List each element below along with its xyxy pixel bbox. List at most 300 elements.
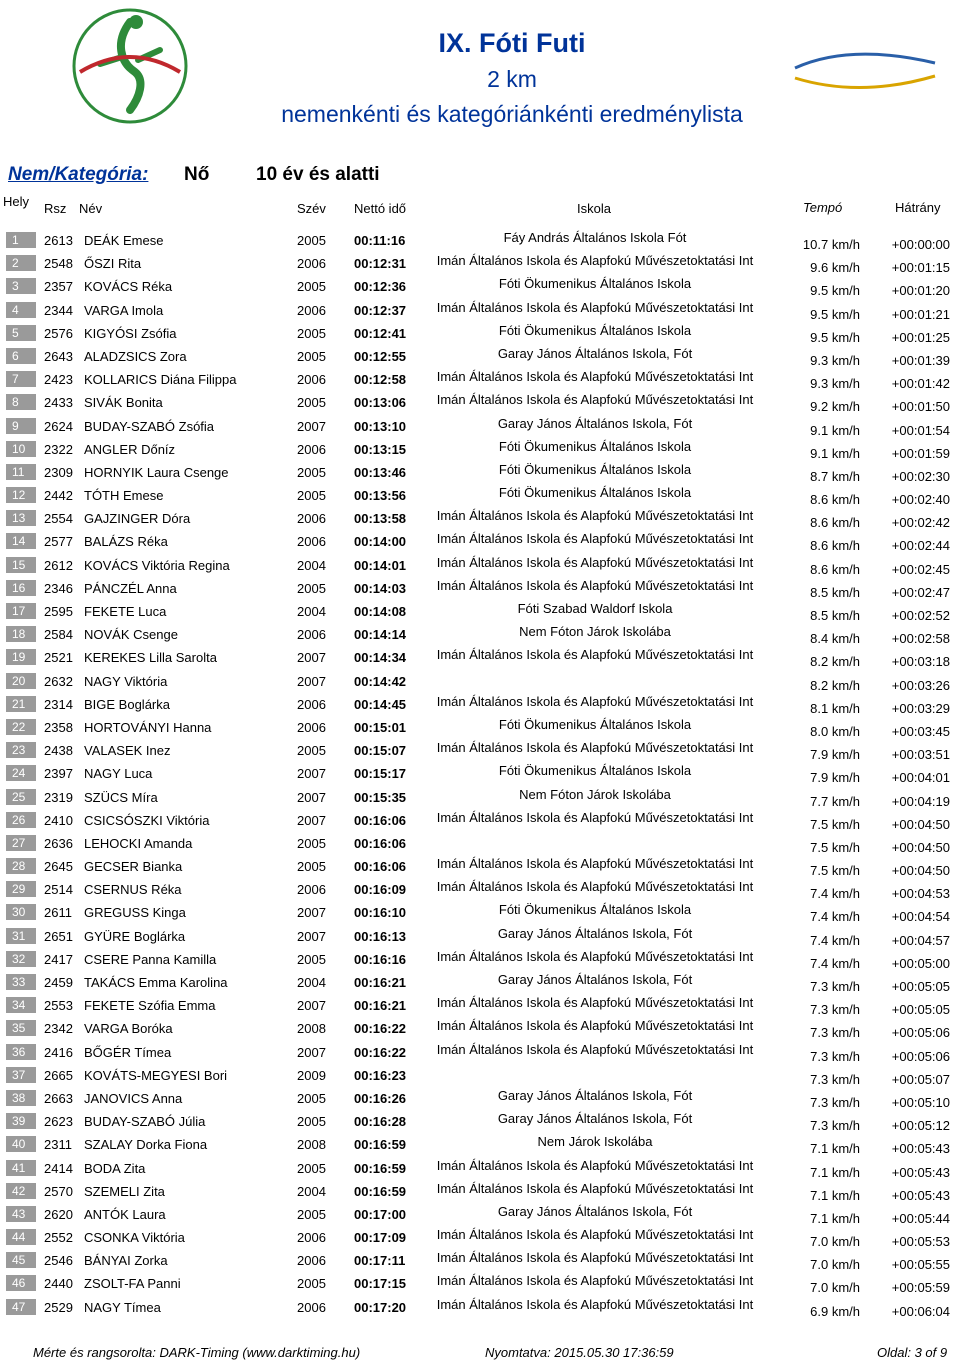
- rank-cell: 3: [6, 278, 36, 294]
- birth-year-cell: 2005: [297, 743, 326, 759]
- rank-cell: 34: [6, 997, 36, 1013]
- school-cell: Fóti Ökumenikus Általános Iskola: [498, 276, 692, 292]
- rank-cell: 41: [6, 1160, 36, 1176]
- table-row: [0, 1042, 960, 1065]
- rank-cell: 32: [6, 951, 36, 967]
- behind-cell: +00:01:54: [891, 422, 950, 438]
- net-time-cell: 00:16:21: [354, 975, 407, 990]
- net-time-cell: 00:14:08: [354, 604, 407, 619]
- table-row: [0, 1065, 960, 1088]
- table-row: [0, 462, 960, 485]
- birth-year-cell: 2007: [297, 998, 326, 1014]
- rank-cell: 35: [6, 1020, 36, 1036]
- name-cell: SIVÁK Bonita: [84, 395, 163, 411]
- pace-cell: 9.1 km/h: [810, 422, 860, 438]
- rank-cell: 33: [6, 974, 36, 990]
- rank-cell: 8: [6, 394, 36, 410]
- behind-cell: +00:01:25: [891, 329, 950, 345]
- bib-cell: 2620: [44, 1206, 73, 1222]
- birth-year-cell: 2007: [297, 812, 326, 828]
- behind-cell: +00:02:45: [891, 561, 950, 577]
- table-row: [0, 578, 960, 601]
- col-behind: Hátrány: [895, 200, 941, 215]
- pace-cell: 7.3 km/h: [810, 1048, 860, 1064]
- behind-cell: +00:05:55: [891, 1257, 950, 1273]
- name-cell: GECSER Bianka: [84, 859, 183, 875]
- table-row: [0, 1181, 960, 1204]
- bib-cell: 2357: [44, 279, 73, 295]
- table-row: [0, 392, 960, 415]
- net-time-cell: 00:15:35: [354, 789, 407, 805]
- rank-cell: 42: [6, 1183, 36, 1199]
- bib-cell: 2632: [44, 673, 73, 689]
- pace-cell: 9.3 km/h: [810, 352, 860, 368]
- rank-cell: 18: [6, 626, 36, 642]
- bib-cell: 2322: [44, 441, 73, 457]
- behind-cell: +00:05:05: [891, 979, 950, 994]
- bib-cell: 2643: [44, 348, 73, 364]
- name-cell: KOVÁTS-MEGYESI Bori: [84, 1067, 228, 1083]
- behind-cell: +00:04:54: [891, 909, 950, 925]
- school-cell: Imán Általános Iskola és Alapfokú Művészetoktatási Int: [436, 1018, 754, 1034]
- bib-cell: 2645: [44, 859, 73, 875]
- name-cell: NOVÁK Csenge: [84, 627, 178, 643]
- birth-year-cell: 2006: [297, 719, 326, 735]
- table-row: [0, 253, 960, 276]
- rank-cell: 9: [6, 418, 36, 434]
- event-title: IX. Fóti Futi: [438, 28, 586, 58]
- birth-year-cell: 2007: [297, 789, 326, 805]
- col-name: Név: [79, 201, 103, 216]
- table-row: [0, 439, 960, 462]
- pace-cell: 9.5 km/h: [810, 306, 860, 322]
- net-time-cell: 00:15:07: [354, 743, 407, 759]
- birth-year-cell: 2009: [297, 1067, 326, 1083]
- pace-cell: 7.1 km/h: [810, 1164, 860, 1180]
- bib-cell: 2529: [44, 1299, 73, 1315]
- birth-year-cell: 2008: [297, 1137, 326, 1153]
- behind-cell: +00:05:59: [891, 1280, 950, 1296]
- pace-cell: 7.3 km/h: [810, 1094, 860, 1110]
- birth-year-cell: 2006: [297, 256, 326, 272]
- pace-cell: 9.3 km/h: [810, 376, 860, 392]
- rank-cell: 36: [6, 1044, 36, 1060]
- birth-year-cell: 2007: [297, 650, 326, 666]
- pace-cell: 7.5 km/h: [810, 839, 860, 855]
- behind-cell: +00:04:50: [891, 863, 950, 879]
- name-cell: FEKETE Luca: [84, 604, 167, 619]
- name-cell: ŐSZI Rita: [84, 256, 142, 272]
- bib-cell: 2663: [44, 1090, 73, 1106]
- birth-year-cell: 2006: [297, 511, 326, 527]
- birth-year-cell: 2006: [297, 1253, 326, 1269]
- behind-cell: +00:02:40: [891, 492, 950, 508]
- name-cell: SZEMELI Zita: [84, 1183, 165, 1199]
- rank-cell: 20: [6, 673, 36, 689]
- pace-cell: 8.4 km/h: [810, 631, 860, 647]
- name-cell: SZALAY Dorka Fiona: [84, 1137, 208, 1153]
- net-time-cell: 00:16:59: [354, 1137, 407, 1153]
- behind-cell: +00:04:57: [891, 932, 950, 948]
- bib-cell: 2410: [44, 812, 73, 828]
- bib-cell: 2576: [44, 325, 73, 341]
- rank-cell: 24: [6, 765, 36, 781]
- bib-cell: 2570: [44, 1183, 73, 1199]
- rank-cell: 44: [6, 1229, 36, 1245]
- pace-cell: 7.7 km/h: [810, 793, 860, 809]
- school-cell: Fóti Ökumenikus Általános Iskola: [498, 322, 692, 338]
- table-row: [0, 1204, 960, 1227]
- bib-cell: 2595: [44, 604, 73, 619]
- behind-cell: +00:05:53: [891, 1234, 950, 1250]
- behind-cell: +00:03:18: [891, 654, 950, 670]
- table-row: [0, 1134, 960, 1157]
- table-row: [0, 926, 960, 949]
- table-row: [0, 694, 960, 717]
- net-time-cell: 00:13:46: [354, 464, 407, 480]
- behind-cell: +00:05:00: [891, 955, 950, 971]
- behind-cell: +00:02:58: [891, 631, 950, 647]
- birth-year-cell: 2005: [297, 1114, 326, 1130]
- name-cell: VARGA Imola: [84, 302, 164, 318]
- rank-cell: 39: [6, 1113, 36, 1129]
- school-cell: Garay János Általános Iskola, Fót: [497, 345, 693, 361]
- pace-cell: 6.9 km/h: [810, 1303, 860, 1319]
- bib-cell: 2651: [44, 928, 73, 944]
- net-time-cell: 00:16:26: [354, 1090, 407, 1106]
- school-cell: Imán Általános Iskola és Alapfokú Művészetoktatási Int: [436, 554, 754, 570]
- table-row: [0, 624, 960, 647]
- pace-cell: 9.5 km/h: [810, 283, 860, 299]
- net-time-cell: 00:16:22: [354, 1044, 407, 1060]
- net-time-cell: 00:16:06: [354, 835, 407, 851]
- bib-cell: 2342: [44, 1021, 73, 1037]
- table-header: [0, 194, 960, 222]
- school-cell: Imán Általános Iskola és Alapfokú Művészetoktatási Int: [436, 577, 754, 593]
- pace-cell: 8.5 km/h: [810, 584, 860, 600]
- bib-cell: 2548: [44, 256, 73, 272]
- net-time-cell: 00:16:23: [354, 1067, 407, 1083]
- name-cell: CSERE Panna Kamilla: [84, 951, 217, 967]
- net-time-cell: 00:15:01: [354, 719, 407, 735]
- rank-cell: 29: [6, 881, 36, 897]
- category-label: Nem/Kategória:: [8, 164, 149, 185]
- table-row: [0, 1297, 960, 1320]
- table-row: [0, 972, 960, 995]
- pace-cell: 8.2 km/h: [810, 677, 860, 693]
- birth-year-cell: 2005: [297, 279, 326, 295]
- pace-cell: 7.4 km/h: [810, 886, 860, 902]
- net-time-cell: 00:16:22: [354, 1021, 407, 1037]
- birth-year-cell: 2006: [297, 534, 326, 550]
- school-cell: Garay János Általános Iskola, Fót: [497, 972, 693, 987]
- rank-cell: 38: [6, 1090, 36, 1106]
- birth-year-cell: 2008: [297, 1021, 326, 1037]
- school-cell: Fóti Ökumenikus Általános Iskola: [498, 902, 692, 918]
- behind-cell: +00:02:52: [891, 608, 950, 623]
- net-time-cell: 00:16:10: [354, 905, 407, 921]
- name-cell: DEÁK Emese: [84, 233, 164, 248]
- net-time-cell: 00:11:16: [354, 233, 406, 248]
- behind-cell: +00:02:44: [891, 538, 950, 554]
- pace-cell: 8.5 km/h: [810, 608, 860, 623]
- table-row: [0, 647, 960, 670]
- name-cell: GYÜRE Boglárka: [84, 928, 186, 944]
- birth-year-cell: 2005: [297, 1160, 326, 1176]
- birth-year-cell: 2005: [297, 951, 326, 967]
- name-cell: KOLLARICS Diána Filippa: [84, 372, 237, 388]
- col-net-time: Nettó idő: [354, 201, 407, 216]
- pace-cell: 8.6 km/h: [810, 492, 860, 508]
- behind-cell: +00:03:26: [891, 677, 950, 693]
- table-row: [0, 1227, 960, 1250]
- results-table: [0, 230, 960, 1320]
- bib-cell: 2311: [44, 1137, 72, 1153]
- behind-cell: +00:03:29: [891, 700, 950, 716]
- bib-cell: 2442: [44, 488, 73, 504]
- pace-cell: 8.2 km/h: [810, 654, 860, 670]
- name-cell: CSONKA Viktória: [84, 1230, 185, 1246]
- birth-year-cell: 2005: [297, 580, 326, 596]
- birth-year-cell: 2007: [297, 905, 326, 921]
- col-pace: Tempó: [803, 200, 843, 215]
- net-time-cell: 00:16:28: [354, 1114, 407, 1130]
- table-row: [0, 740, 960, 763]
- rank-cell: 11: [6, 464, 36, 480]
- birth-year-cell: 2004: [297, 604, 326, 619]
- rank-cell: 2: [6, 255, 36, 271]
- birth-year-cell: 2005: [297, 835, 326, 851]
- rank-cell: 46: [6, 1275, 36, 1291]
- rank-cell: 6: [6, 348, 36, 364]
- school-cell: Imán Általános Iskola és Alapfokú Művészetoktatási Int: [436, 1296, 754, 1312]
- school-cell: Imán Általános Iskola és Alapfokú Művészetoktatási Int: [436, 531, 754, 547]
- bib-cell: 2423: [44, 372, 73, 388]
- pace-cell: 7.4 km/h: [810, 909, 860, 925]
- net-time-cell: 00:16:16: [354, 951, 407, 967]
- pace-cell: 8.7 km/h: [810, 468, 860, 484]
- bib-cell: 2314: [44, 696, 73, 712]
- net-time-cell: 00:12:58: [354, 372, 407, 388]
- behind-cell: +00:01:39: [891, 352, 950, 368]
- net-time-cell: 00:14:00: [354, 534, 407, 550]
- name-cell: JANOVICS Anna: [84, 1090, 183, 1106]
- pace-cell: 7.3 km/h: [810, 1118, 860, 1134]
- net-time-cell: 00:14:03: [354, 580, 407, 596]
- table-row: [0, 671, 960, 694]
- school-cell: Garay János Általános Iskola, Fót: [497, 1087, 693, 1103]
- col-rank: Hely: [3, 194, 30, 209]
- pace-cell: 7.3 km/h: [810, 1025, 860, 1041]
- school-cell: Imán Általános Iskola és Alapfokú Művészetoktatási Int: [436, 948, 754, 964]
- behind-cell: +00:05:06: [891, 1048, 950, 1064]
- school-cell: Imán Általános Iskola és Alapfokú Művészetoktatási Int: [436, 1273, 754, 1289]
- name-cell: TÓTH Emese: [84, 488, 164, 504]
- rank-cell: 47: [6, 1299, 36, 1315]
- birth-year-cell: 2005: [297, 1090, 326, 1106]
- birth-year-cell: 2005: [297, 348, 326, 364]
- pace-cell: 7.3 km/h: [810, 1002, 860, 1018]
- school-cell: Imán Általános Iskola és Alapfokú Művészetoktatási Int: [436, 1041, 754, 1057]
- school-cell: Fóti Ökumenikus Általános Iskola: [498, 716, 692, 732]
- table-row: [0, 508, 960, 531]
- school-cell: Imán Általános Iskola és Alapfokú Művészetoktatási Int: [436, 369, 754, 385]
- table-row: [0, 995, 960, 1018]
- net-time-cell: 00:16:59: [354, 1183, 407, 1199]
- rank-cell: 40: [6, 1136, 36, 1152]
- name-cell: VALASEK Inez: [84, 743, 171, 759]
- birth-year-cell: 2005: [297, 1206, 326, 1222]
- name-cell: BUDAY-SZABÓ Zsófia: [84, 418, 215, 434]
- pace-cell: 7.4 km/h: [810, 955, 860, 971]
- school-cell: Imán Általános Iskola és Alapfokú Művészetoktatási Int: [436, 693, 754, 709]
- col-school: Iskola: [577, 201, 611, 216]
- rank-cell: 17: [6, 603, 36, 619]
- name-cell: BŐGÉR Tímea: [84, 1044, 172, 1060]
- birth-year-cell: 2006: [297, 441, 326, 457]
- behind-cell: +00:02:42: [891, 515, 950, 531]
- rank-cell: 12: [6, 487, 36, 503]
- birth-year-cell: 2007: [297, 418, 326, 434]
- table-row: [0, 810, 960, 833]
- net-time-cell: 00:16:21: [354, 998, 407, 1014]
- school-cell: Imán Általános Iskola és Alapfokú Művészetoktatási Int: [436, 1180, 754, 1196]
- bib-cell: 2414: [44, 1160, 73, 1176]
- net-time-cell: 00:12:41: [354, 325, 407, 341]
- behind-cell: +00:05:12: [891, 1118, 950, 1134]
- birth-year-cell: 2006: [297, 302, 326, 318]
- rank-cell: 25: [6, 789, 36, 805]
- pace-cell: 7.4 km/h: [810, 932, 860, 948]
- behind-cell: +00:04:50: [891, 839, 950, 855]
- rank-cell: 27: [6, 835, 36, 851]
- pace-cell: 7.0 km/h: [810, 1280, 860, 1296]
- behind-cell: +00:05:43: [891, 1141, 950, 1157]
- school-cell: Imán Általános Iskola és Alapfokú Művészetoktatási Int: [436, 879, 754, 895]
- bib-cell: 2459: [44, 975, 73, 990]
- net-time-cell: 00:12:36: [354, 279, 407, 295]
- rank-cell: 30: [6, 904, 36, 920]
- net-time-cell: 00:14:14: [354, 627, 407, 643]
- bib-cell: 2416: [44, 1044, 73, 1060]
- school-cell: Imán Általános Iskola és Alapfokú Művészetoktatási Int: [436, 995, 754, 1011]
- category-age: 10 év és alatti: [256, 164, 380, 185]
- behind-cell: +00:03:45: [891, 723, 950, 739]
- pace-cell: 10.7 km/h: [802, 237, 860, 252]
- net-time-cell: 00:16:06: [354, 859, 407, 875]
- birth-year-cell: 2004: [297, 975, 326, 990]
- rank-cell: 23: [6, 742, 36, 758]
- name-cell: TAKÁCS Emma Karolina: [84, 975, 228, 990]
- behind-cell: +00:06:04: [891, 1303, 950, 1319]
- rank-cell: 45: [6, 1252, 36, 1268]
- rank-cell: 7: [6, 371, 36, 387]
- pace-cell: 9.6 km/h: [810, 260, 860, 276]
- table-row: [0, 300, 960, 323]
- behind-cell: +00:05:10: [891, 1094, 950, 1110]
- birth-year-cell: 2007: [297, 766, 326, 782]
- net-time-cell: 00:14:01: [354, 557, 407, 573]
- school-cell: Nem Fóton Járok Iskolába: [519, 786, 671, 802]
- table-row: [0, 276, 960, 299]
- birth-year-cell: 2007: [297, 673, 326, 689]
- school-cell: Garay János Általános Iskola, Fót: [497, 1111, 693, 1127]
- birth-year-cell: 2007: [297, 928, 326, 944]
- table-row: [0, 323, 960, 346]
- bib-cell: 2346: [44, 580, 73, 596]
- behind-cell: +00:05:07: [891, 1071, 950, 1087]
- table-row: [0, 763, 960, 786]
- net-time-cell: 00:16:09: [354, 882, 407, 898]
- footer-page: Oldal: 3 of 9: [877, 1345, 948, 1360]
- birth-year-cell: 2005: [297, 488, 326, 504]
- pace-cell: 7.9 km/h: [810, 747, 860, 763]
- behind-cell: +00:03:51: [891, 747, 950, 763]
- table-row: [0, 787, 960, 810]
- behind-cell: +00:05:44: [891, 1210, 950, 1226]
- school-cell: Fáy András Általános Iskola Fót: [503, 230, 687, 245]
- bib-cell: 2636: [44, 835, 73, 851]
- footer-printed: Nyomtatva: 2015.05.30 17:36:59: [485, 1345, 674, 1360]
- pace-cell: 7.1 km/h: [810, 1141, 860, 1157]
- rank-cell: 19: [6, 649, 36, 665]
- bib-cell: 2438: [44, 743, 73, 759]
- pace-cell: 8.0 km/h: [810, 723, 860, 739]
- birth-year-cell: 2005: [297, 464, 326, 480]
- bib-cell: 2611: [44, 905, 72, 921]
- name-cell: ALADZSICS Zora: [84, 348, 187, 364]
- table-row: [0, 1273, 960, 1296]
- bib-cell: 2612: [44, 557, 73, 573]
- name-cell: KOVÁCS Viktória Regina: [84, 557, 230, 573]
- school-cell: Imán Általános Iskola és Alapfokú Művészetoktatási Int: [436, 809, 754, 825]
- table-row: [0, 949, 960, 972]
- category-gender: Nő: [184, 164, 210, 185]
- bib-cell: 2554: [44, 511, 73, 527]
- school-cell: Imán Általános Iskola és Alapfokú Művészetoktatási Int: [436, 1250, 754, 1266]
- col-year: Szév: [297, 201, 326, 216]
- bib-cell: 2344: [44, 302, 73, 318]
- name-cell: PÁNCZÉL Anna: [84, 580, 177, 596]
- bib-cell: 2624: [44, 418, 73, 434]
- net-time-cell: 00:13:15: [354, 441, 407, 457]
- name-cell: NAGY Luca: [84, 766, 153, 782]
- name-cell: GAJZINGER Dóra: [84, 511, 191, 527]
- name-cell: BALÁZS Réka: [84, 534, 168, 550]
- bib-cell: 2440: [44, 1276, 73, 1292]
- name-cell: NAGY Tímea: [84, 1299, 161, 1315]
- net-time-cell: 00:17:20: [354, 1299, 407, 1315]
- birth-year-cell: 2006: [297, 1230, 326, 1246]
- table-row: [0, 1018, 960, 1041]
- bib-cell: 2521: [44, 650, 73, 666]
- birth-year-cell: 2006: [297, 1299, 326, 1315]
- name-cell: BÁNYAI Zorka: [84, 1253, 168, 1269]
- school-cell: Imán Általános Iskola és Alapfokú Művészetoktatási Int: [436, 1227, 754, 1243]
- behind-cell: +00:01:59: [891, 445, 950, 461]
- table-row: [0, 555, 960, 578]
- net-time-cell: 00:13:56: [354, 488, 407, 504]
- school-cell: Imán Általános Iskola és Alapfokú Művészetoktatási Int: [436, 508, 754, 524]
- net-time-cell: 00:15:17: [354, 766, 407, 782]
- rank-cell: 15: [6, 557, 36, 573]
- birth-year-cell: 2005: [297, 1276, 326, 1292]
- name-cell: HORTOVÁNYI Hanna: [84, 719, 212, 735]
- name-cell: KIGYÓSI Zsófia: [84, 325, 177, 341]
- rank-cell: 16: [6, 580, 36, 596]
- school-cell: Fóti Ökumenikus Általános Iskola: [498, 485, 692, 501]
- behind-cell: +00:02:30: [891, 468, 950, 484]
